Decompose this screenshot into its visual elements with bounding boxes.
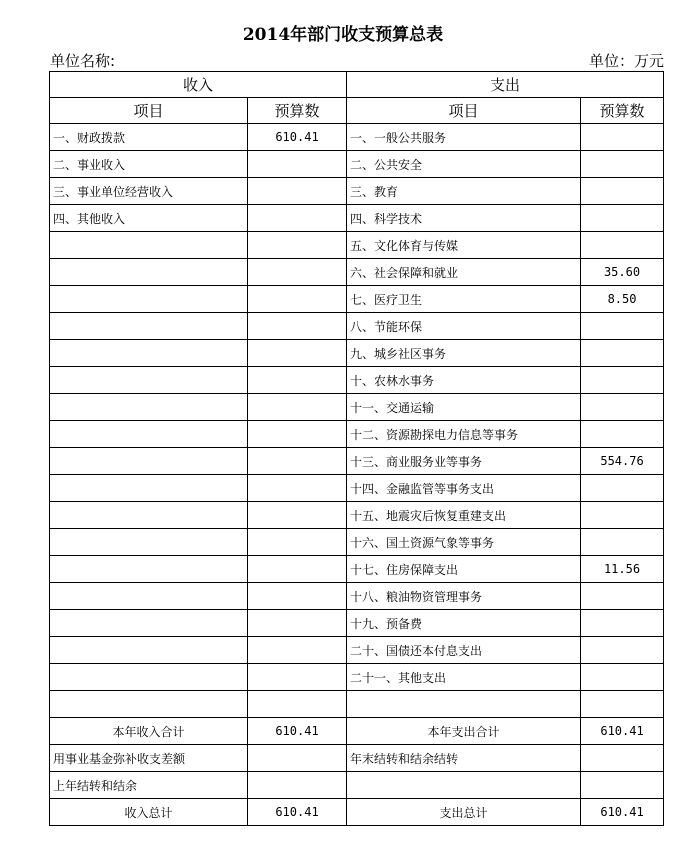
expense-item-label: 十二、资源勘探电力信息等事务 bbox=[347, 421, 581, 448]
table-row bbox=[50, 610, 664, 637]
income-item-value bbox=[248, 556, 347, 583]
expense-item-label: 十四、金融监管等事务支出 bbox=[347, 475, 581, 502]
expense-item-label: 八、节能环保 bbox=[347, 313, 581, 340]
expense-item-label: 五、文化体育与传媒 bbox=[347, 232, 581, 259]
expense-item-value bbox=[581, 502, 664, 529]
income-header: 收入 bbox=[50, 72, 347, 98]
income-item-label bbox=[50, 583, 248, 610]
total-row-grand bbox=[50, 799, 664, 826]
table-row bbox=[50, 448, 664, 475]
table-row bbox=[50, 178, 664, 205]
table-row bbox=[50, 556, 664, 583]
income-item-value bbox=[248, 691, 347, 718]
table-row bbox=[50, 151, 664, 178]
income-item-label bbox=[50, 664, 248, 691]
income-total-value: 610.41 bbox=[248, 799, 347, 826]
expense-item-value bbox=[581, 394, 664, 421]
income-year-total-label: 本年收入合计 bbox=[50, 718, 248, 745]
empty-cell bbox=[581, 772, 664, 799]
expense-item-value bbox=[581, 232, 664, 259]
income-item-value bbox=[248, 529, 347, 556]
year-end-value bbox=[581, 745, 664, 772]
unit-label: 单位：万元 bbox=[588, 52, 664, 70]
income-item-value bbox=[248, 151, 347, 178]
expense-item-label: 十九、预备费 bbox=[347, 610, 581, 637]
income-item-label bbox=[50, 286, 248, 313]
income-item-label bbox=[50, 475, 248, 502]
table-row bbox=[50, 529, 664, 556]
table-row bbox=[50, 340, 664, 367]
expense-item-header: 项目 bbox=[347, 98, 581, 124]
income-item-label: 四、其他收入 bbox=[50, 205, 248, 232]
table-row bbox=[50, 691, 664, 718]
table-row bbox=[50, 394, 664, 421]
expense-total-label: 支出总计 bbox=[347, 799, 581, 826]
expense-item-label: 十六、国土资源气象等事务 bbox=[347, 529, 581, 556]
expense-item-label: 十八、粮油物资管理事务 bbox=[347, 583, 581, 610]
expense-item-value bbox=[581, 664, 664, 691]
table-row bbox=[50, 502, 664, 529]
income-item-label bbox=[50, 394, 248, 421]
table-row bbox=[50, 232, 664, 259]
expense-item-value bbox=[581, 475, 664, 502]
expense-item-label: 三、教育 bbox=[347, 178, 581, 205]
expense-item-value bbox=[581, 421, 664, 448]
empty-cell bbox=[347, 772, 581, 799]
expense-item-label: 十一、交通运输 bbox=[347, 394, 581, 421]
income-item-label bbox=[50, 340, 248, 367]
income-item-value bbox=[248, 583, 347, 610]
expense-item-label: 二十、国债还本付息支出 bbox=[347, 637, 581, 664]
table-row bbox=[50, 664, 664, 691]
income-item-label bbox=[50, 610, 248, 637]
table-row bbox=[50, 637, 664, 664]
expense-item-value: 554.76 bbox=[581, 448, 664, 475]
income-item-label bbox=[50, 313, 248, 340]
expense-item-value bbox=[581, 367, 664, 394]
expense-year-total-value: 610.41 bbox=[581, 718, 664, 745]
expense-item-value: 35.60 bbox=[581, 259, 664, 286]
income-item-value bbox=[248, 637, 347, 664]
unit-name-label: 单位名称: bbox=[50, 52, 116, 70]
expense-item-label: 十七、住房保障支出 bbox=[347, 556, 581, 583]
income-total-label: 收入总计 bbox=[50, 799, 248, 826]
income-item-label bbox=[50, 448, 248, 475]
table-row bbox=[50, 583, 664, 610]
expense-item-value: 8.50 bbox=[581, 286, 664, 313]
fund-gap-value bbox=[248, 745, 347, 772]
page-title: 2014年部门收支预算总表 bbox=[242, 25, 444, 45]
income-item-value bbox=[248, 340, 347, 367]
expense-item-value bbox=[581, 124, 664, 151]
table-row bbox=[50, 286, 664, 313]
income-item-label bbox=[50, 367, 248, 394]
income-item-value bbox=[248, 286, 347, 313]
total-row-year bbox=[50, 718, 664, 745]
income-item-label: 二、事业收入 bbox=[50, 151, 248, 178]
budget-table bbox=[49, 71, 664, 826]
income-item-value bbox=[248, 421, 347, 448]
fund-gap-label: 用事业基金弥补收支差额 bbox=[50, 745, 248, 772]
income-item-value bbox=[248, 610, 347, 637]
income-item-value bbox=[248, 394, 347, 421]
expense-item-value bbox=[581, 691, 664, 718]
income-item-label bbox=[50, 502, 248, 529]
income-item-value bbox=[248, 313, 347, 340]
income-item-label bbox=[50, 232, 248, 259]
expense-item-label: 六、社会保障和就业 bbox=[347, 259, 581, 286]
table-row bbox=[50, 205, 664, 232]
income-item-label bbox=[50, 259, 248, 286]
total-row-last-year bbox=[50, 772, 664, 799]
last-year-value bbox=[248, 772, 347, 799]
expense-item-value: 11.56 bbox=[581, 556, 664, 583]
expense-item-value bbox=[581, 151, 664, 178]
income-item-label bbox=[50, 556, 248, 583]
income-item-label bbox=[50, 691, 248, 718]
table-row bbox=[50, 313, 664, 340]
income-year-total-value: 610.41 bbox=[248, 718, 347, 745]
year-end-label: 年末结转和结余结转 bbox=[347, 745, 581, 772]
expense-item-label: 十五、地震灾后恢复重建支出 bbox=[347, 502, 581, 529]
expense-item-label bbox=[347, 691, 581, 718]
expense-total-value: 610.41 bbox=[581, 799, 664, 826]
income-item-label: 三、事业单位经营收入 bbox=[50, 178, 248, 205]
expense-item-label: 四、科学技术 bbox=[347, 205, 581, 232]
income-item-value bbox=[248, 232, 347, 259]
expense-item-value bbox=[581, 178, 664, 205]
expense-item-label: 二、公共安全 bbox=[347, 151, 581, 178]
income-item-value bbox=[248, 259, 347, 286]
header-row-sections bbox=[50, 72, 664, 98]
header-row-columns bbox=[50, 98, 664, 124]
table-row bbox=[50, 421, 664, 448]
table-row bbox=[50, 259, 664, 286]
income-item-value bbox=[248, 502, 347, 529]
income-item-header: 项目 bbox=[50, 98, 248, 124]
income-item-value bbox=[248, 367, 347, 394]
expense-item-label: 十三、商业服务业等事务 bbox=[347, 448, 581, 475]
expense-item-value bbox=[581, 529, 664, 556]
expense-item-label: 二十一、其他支出 bbox=[347, 664, 581, 691]
table-row bbox=[50, 124, 664, 151]
table-row bbox=[50, 475, 664, 502]
expense-item-value bbox=[581, 313, 664, 340]
income-item-value bbox=[248, 178, 347, 205]
income-item-value bbox=[248, 448, 347, 475]
income-item-label bbox=[50, 637, 248, 664]
total-row-fund bbox=[50, 745, 664, 772]
table-row bbox=[50, 367, 664, 394]
expense-item-label: 十、农林水事务 bbox=[347, 367, 581, 394]
expense-budget-header: 预算数 bbox=[581, 98, 664, 124]
income-item-label: 一、财政拨款 bbox=[50, 124, 248, 151]
income-item-value: 610.41 bbox=[248, 124, 347, 151]
expense-item-value bbox=[581, 583, 664, 610]
income-item-value bbox=[248, 664, 347, 691]
income-item-label bbox=[50, 529, 248, 556]
expense-item-value bbox=[581, 340, 664, 367]
expense-item-value bbox=[581, 610, 664, 637]
income-budget-header: 预算数 bbox=[248, 98, 347, 124]
income-item-value bbox=[248, 205, 347, 232]
expense-year-total-label: 本年支出合计 bbox=[347, 718, 581, 745]
expense-item-label: 一、一般公共服务 bbox=[347, 124, 581, 151]
expense-item-value bbox=[581, 637, 664, 664]
income-item-label bbox=[50, 421, 248, 448]
last-year-label: 上年结转和结余 bbox=[50, 772, 248, 799]
expense-item-label: 七、医疗卫生 bbox=[347, 286, 581, 313]
expense-header: 支出 bbox=[347, 72, 664, 98]
expense-item-value bbox=[581, 205, 664, 232]
expense-item-label: 九、城乡社区事务 bbox=[347, 340, 581, 367]
income-item-value bbox=[248, 475, 347, 502]
